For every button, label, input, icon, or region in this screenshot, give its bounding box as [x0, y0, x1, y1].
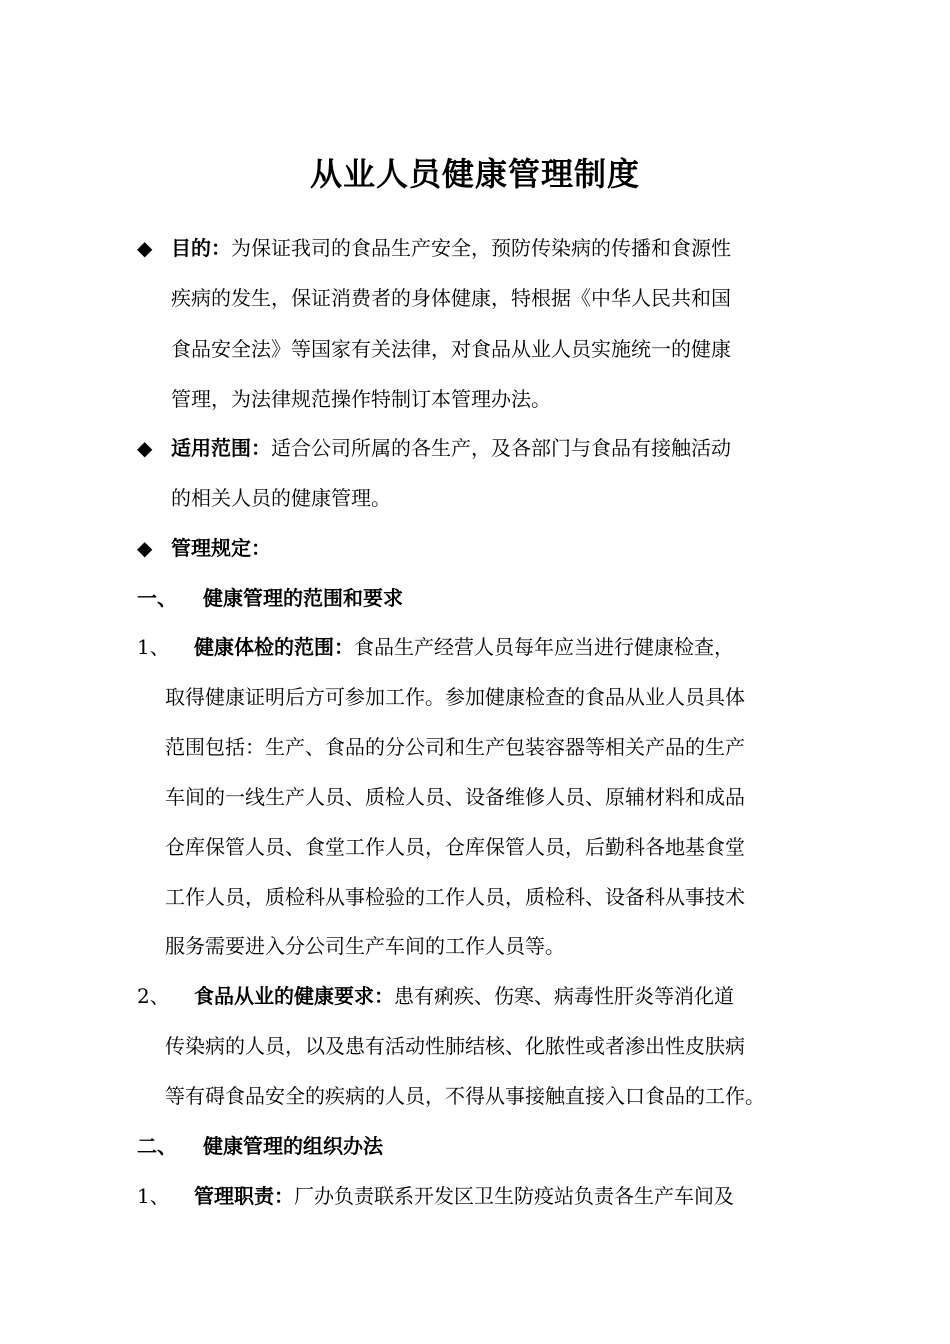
item-text-line: 等有碍食品安全的疾病的人员，不得从事接触直接入口食品的工作。: [165, 1084, 765, 1108]
section-number: 一、: [137, 586, 177, 610]
purpose-text-line: 为保证我司的食品生产安全，预防传染病的传播和食源性: [231, 236, 731, 260]
item-first-line: [137, 632, 734, 662]
scope-text-line: 的相关人员的健康管理。: [171, 486, 391, 510]
item-text-line: 工作人员，质检科从事检验的工作人员，质检科、设备科从事技术: [165, 885, 745, 909]
item-text-line: 食品生产经营人员每年应当进行健康检查，: [354, 635, 734, 659]
item-text-line: 传染病的人员，以及患有活动性肺结核、化脓性或者渗出性皮肤病: [165, 1034, 745, 1058]
item-text-line: 范围包括：生产、食品的分公司和生产包装容器等相关产品的生产: [165, 735, 745, 759]
item-first-line: [137, 1181, 734, 1211]
section-heading: [137, 583, 403, 613]
item-text-line: 厂办负责联系开发区卫生防疫站负责各生产车间及: [294, 1184, 734, 1208]
rules-label: 管理规定：: [171, 536, 271, 560]
purpose-label: 目的：: [171, 236, 231, 260]
item-text-line: 取得健康证明后方可参加工作。参加健康检查的食品从业人员具体: [165, 685, 745, 709]
item-number: 2、: [137, 984, 170, 1008]
item-text-line: 服务需要进入分公司生产车间的工作人员等。: [165, 934, 565, 958]
item-text-line: 仓库保管人员、食堂工作人员，仓库保管人员，后勤科各地基食堂: [165, 835, 745, 859]
rules-heading-line: [137, 533, 271, 563]
diamond-bullet-icon: ◆: [137, 536, 153, 560]
section-title: 健康管理的组织办法: [203, 1134, 383, 1158]
purpose-text-line: 疾病的发生，保证消费者的身体健康，特根据《中华人民共和国: [171, 286, 731, 310]
purpose-text-line: 食品安全法》等国家有关法律，对食品从业人员实施统一的健康: [171, 337, 731, 361]
document-title: 从业人员健康管理制度: [309, 155, 640, 193]
item-label: 食品从业的健康要求：: [194, 984, 394, 1008]
diamond-bullet-icon: ◆: [137, 436, 153, 460]
item-label: 健康体检的范围：: [194, 635, 354, 659]
item-label: 管理职责：: [194, 1184, 294, 1208]
scope-label: 适用范围：: [171, 436, 271, 460]
purpose-text-line: 管理，为法律规范操作特制订本管理办法。: [171, 387, 551, 411]
item-text-line: 车间的一线生产人员、质检人员、设备维修人员、原辅材料和成品: [165, 785, 745, 809]
item-text-line: 患有痢疾、伤寒、病毒性肝炎等消化道: [394, 984, 734, 1008]
item-first-line: [137, 981, 734, 1011]
section-number: 二、: [137, 1134, 177, 1158]
purpose-first-line: [137, 233, 731, 263]
item-number: 1、: [137, 1184, 170, 1208]
diamond-bullet-icon: ◆: [137, 236, 153, 260]
section-heading: [137, 1131, 383, 1161]
scope-text-line: 适合公司所属的各生产，及各部门与食品有接触活动: [271, 436, 731, 460]
scope-first-line: [137, 433, 731, 463]
section-title: 健康管理的范围和要求: [203, 586, 403, 610]
item-number: 1、: [137, 635, 170, 659]
